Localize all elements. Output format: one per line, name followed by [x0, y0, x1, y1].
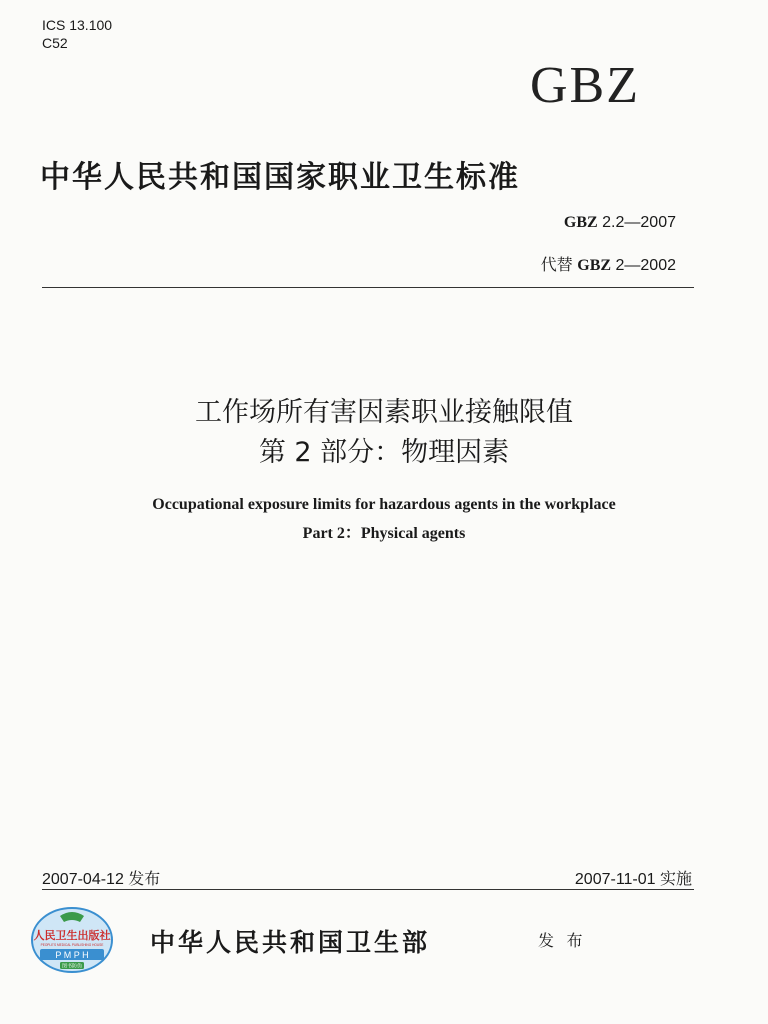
- replaces-label: 代替: [540, 257, 573, 274]
- bottom-divider: [42, 889, 694, 890]
- publisher-logo-icon: [30, 906, 114, 974]
- replaces-standard: [541, 252, 676, 275]
- english-title-line-1: Occupational exposure limits for hazardous agents in the workplace: [152, 496, 616, 513]
- standard-category-title: 中华人民共和国国家职业卫生标准: [40, 160, 520, 195]
- standard-number: [564, 214, 676, 232]
- replaces-prefix: GBZ: [577, 257, 612, 274]
- publisher-logo-abbr: P M P H: [55, 950, 89, 960]
- english-title-line-2: Part 2：Physical agents: [302, 525, 466, 542]
- standard-number-prefix: GBZ: [563, 214, 598, 231]
- chinese-title-line-2: 第 2 部分：物理因素: [258, 437, 510, 468]
- effective-date: 2007-11-01 实施: [574, 871, 692, 888]
- gbz-logo: GBZ: [530, 57, 640, 114]
- replaces-number: 2—2002: [615, 257, 676, 274]
- issuing-authority: 中华人民共和国卫生部: [150, 928, 431, 957]
- publish-date: 2007-04-12 发布: [42, 871, 161, 888]
- ics-code: ICS 13.100: [42, 17, 113, 33]
- publisher-logo-name-en: PEOPLE'S MEDICAL PUBLISHING HOUSE: [40, 943, 104, 947]
- publisher-logo-note: 图书防伪: [61, 963, 83, 970]
- classification-codes: [42, 16, 112, 52]
- publisher-logo-name: 人民卫生出版社: [33, 929, 111, 942]
- ccs-code: C52: [42, 35, 68, 51]
- chinese-title-line-1: 工作场所有害因素职业接触限值: [195, 397, 573, 428]
- top-divider: [42, 287, 694, 288]
- standard-number-value: 2.2—2007: [602, 214, 676, 231]
- issue-label: 发 布: [538, 933, 587, 950]
